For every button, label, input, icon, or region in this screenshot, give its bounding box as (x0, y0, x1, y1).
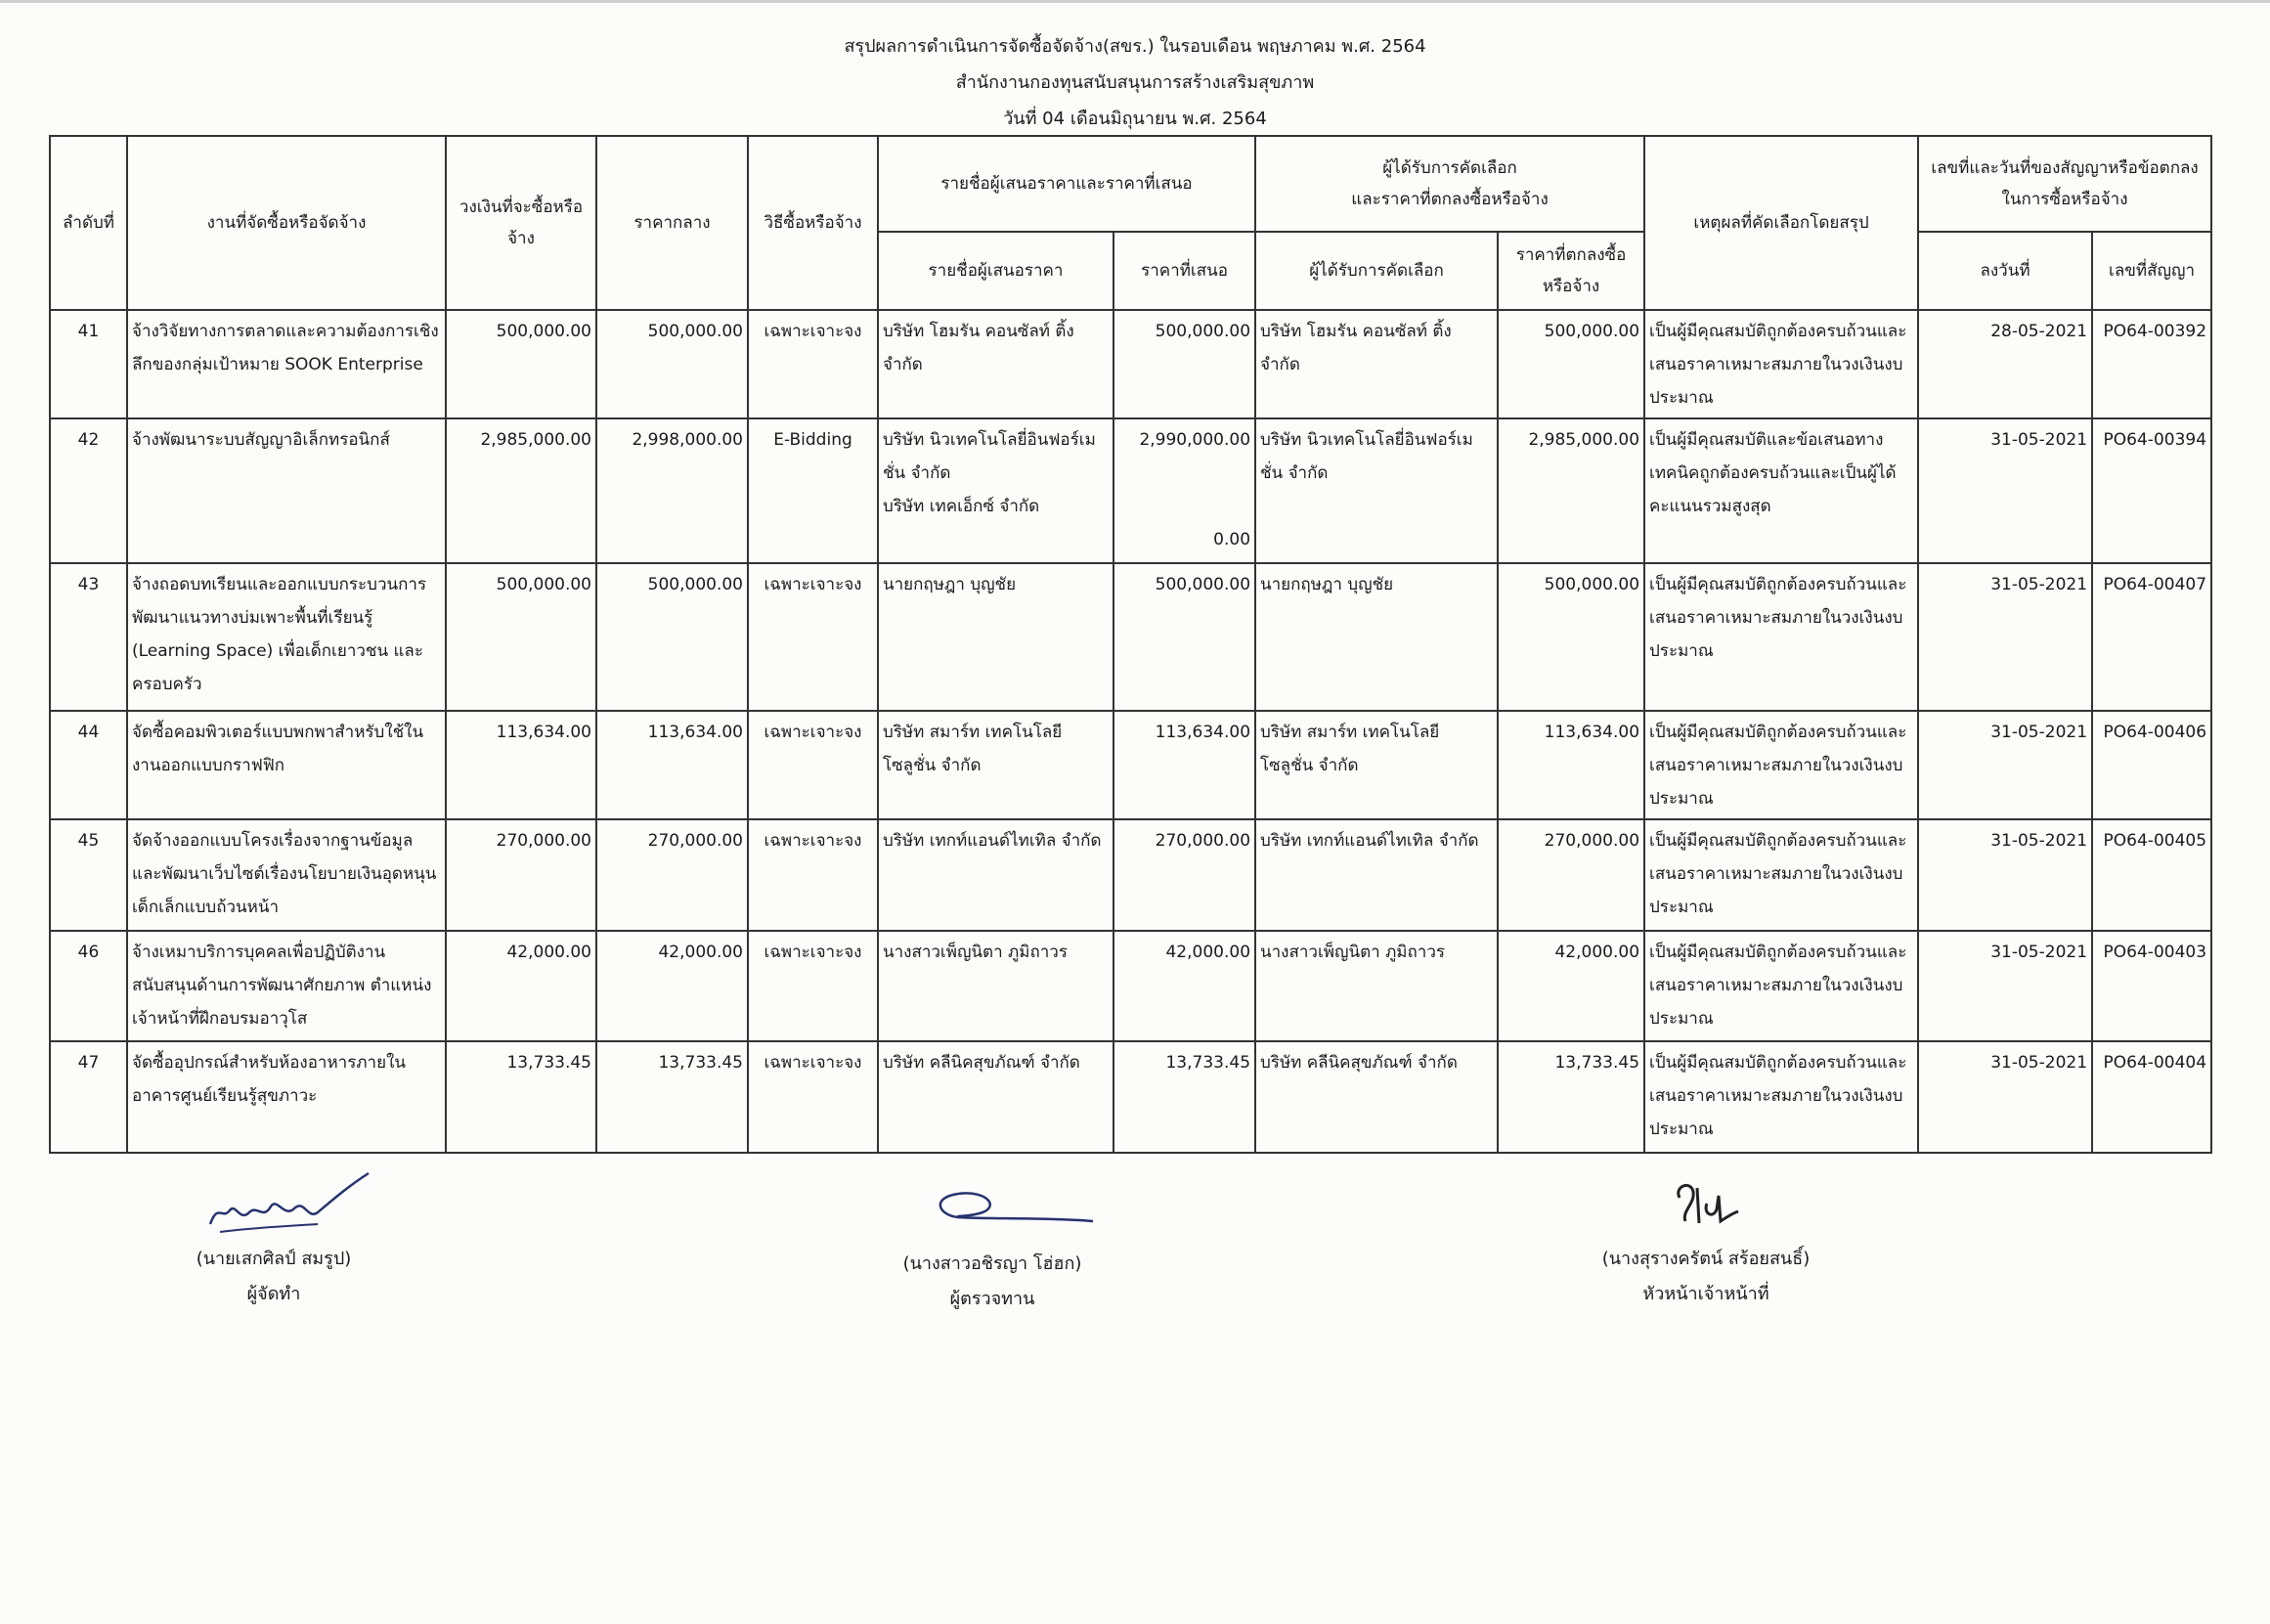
handwritten-signature (870, 1178, 1114, 1247)
table-row (50, 711, 2211, 819)
cell-task: จ้างถอดบทเรียนและออกแบบกระบวนการพัฒนาแนวทางบ่มเพาะพื้นที่เรียนรู้ (Learning Space) เพื่อเด็กเยาวชน และครอบครัว (127, 563, 446, 711)
col-header-median: ราคากลาง (596, 136, 748, 310)
cell-agreed: 13,733.45 (1498, 1041, 1644, 1153)
cell-agreed: 113,634.00 (1498, 711, 1644, 819)
bid-1: 2,990,000.00 (1139, 430, 1251, 450)
signer-name: (นายเสกศิลป์ สมรูป) (196, 1249, 352, 1269)
cell-bid: 13,733.45 (1113, 1041, 1255, 1153)
col-header-method: วิธีซื้อหรือจ้าง (748, 136, 878, 310)
cell-reason: เป็นผู้มีคุณสมบัติถูกต้องครบถ้วนและเสนอราคาเหมาะสมภายในวงเงินงบประมาณ (1644, 563, 1918, 711)
col-group-bidders: รายชื่อผู้เสนอราคาและราคาที่เสนอ (878, 136, 1255, 232)
cell-bid: 42,000.00 (1113, 931, 1255, 1041)
handwritten-signature (161, 1163, 386, 1242)
cell-bid: 500,000.00 (1113, 310, 1255, 418)
cell-contract: PO64-00403 (2092, 931, 2211, 1041)
cell-median: 500,000.00 (596, 310, 748, 418)
col-header-bid-price: ราคาที่เสนอ (1113, 232, 1255, 310)
cell-date: 31-05-2021 (1918, 418, 2092, 563)
cell-winner: บริษัท สมาร์ท เทคโนโลยี โซลูชั่น จำกัด (1255, 711, 1498, 819)
winner-group-line1: ผู้ได้รับการคัดเลือก (1382, 158, 1517, 178)
table-row (50, 819, 2211, 931)
cell-bids (1113, 418, 1255, 563)
cell-agreed: 270,000.00 (1498, 819, 1644, 931)
cell-budget: 2,985,000.00 (446, 418, 596, 563)
table-row (50, 1041, 2211, 1153)
cell-bidder: บริษัท เทกท์แอนด์ไทเทิล จำกัด (878, 819, 1113, 931)
bidder-2: บริษัท เทคเอ็กซ์ จำกัด (883, 497, 1040, 516)
col-header-bidder-name: รายชื่อผู้เสนอราคา (878, 232, 1113, 310)
cell-winner: นายกฤษฎา บุญชัย (1255, 563, 1498, 711)
cell-no: 43 (50, 563, 127, 711)
cell-bidder: บริษัท คลีนิคสุขภัณฑ์ จำกัด (878, 1041, 1113, 1153)
col-header-budget: วงเงินที่จะซื้อหรือจ้าง (446, 136, 596, 310)
cell-budget: 500,000.00 (446, 310, 596, 418)
cell-method: เฉพาะเจาะจง (748, 1041, 878, 1153)
document-date: วันที่ 04 เดือนมิถุนายน พ.ศ. 2564 (1003, 109, 1267, 129)
cell-budget: 13,733.45 (446, 1041, 596, 1153)
cell-winner: บริษัท คลีนิคสุขภัณฑ์ จำกัด (1255, 1041, 1498, 1153)
cell-contract: PO64-00392 (2092, 310, 2211, 418)
cell-contract: PO64-00405 (2092, 819, 2211, 931)
cell-median: 2,998,000.00 (596, 418, 748, 563)
cell-budget: 270,000.00 (446, 819, 596, 931)
cell-reason: เป็นผู้มีคุณสมบัติถูกต้องครบถ้วนและเสนอราคาเหมาะสมภายในวงเงินงบประมาณ (1644, 1041, 1918, 1153)
cell-median: 13,733.45 (596, 1041, 748, 1153)
cell-winner: นางสาวเพ็ญนิตา ภูมิถาวร (1255, 931, 1498, 1041)
cell-winner: บริษัท เทกท์แอนด์ไทเทิล จำกัด (1255, 819, 1498, 931)
cell-bidder: นายกฤษฎา บุญชัย (878, 563, 1113, 711)
col-header-task: งานที่จัดซื้อหรือจัดจ้าง (127, 136, 446, 310)
cell-agreed: 42,000.00 (1498, 931, 1644, 1041)
handwritten-signature (1564, 1168, 1848, 1242)
cell-median: 270,000.00 (596, 819, 748, 931)
cell-agreed: 500,000.00 (1498, 563, 1644, 711)
signer-role: ผู้ตรวจทาน (949, 1289, 1035, 1309)
cell-median: 500,000.00 (596, 563, 748, 711)
cell-task: จ้างวิจัยทางการตลาดและความต้องการเชิงลึกของกลุ่มเป้าหมาย SOOK Enterprise (127, 310, 446, 418)
cell-date: 31-05-2021 (1918, 711, 2092, 819)
cell-reason: เป็นผู้มีคุณสมบัติถูกต้องครบถ้วนและเสนอราคาเหมาะสมภายในวงเงินงบประมาณ (1644, 310, 1918, 418)
cell-no: 46 (50, 931, 127, 1041)
cell-reason: เป็นผู้มีคุณสมบัติและข้อเสนอทางเทคนิคถูกต้องครบถ้วนและเป็นผู้ได้คะแนนรวมสูงสุด (1644, 418, 1918, 563)
cell-bid: 500,000.00 (1113, 563, 1255, 711)
cell-contract: PO64-00406 (2092, 711, 2211, 819)
col-header-winner-name: ผู้ได้รับการคัดเลือก (1255, 232, 1498, 310)
cell-task: จ้างพัฒนาระบบสัญญาอิเล็กทรอนิกส์ (127, 418, 446, 563)
cell-no: 41 (50, 310, 127, 418)
cell-method: เฉพาะเจาะจง (748, 931, 878, 1041)
cell-no: 42 (50, 418, 127, 563)
cell-budget: 500,000.00 (446, 563, 596, 711)
cell-date: 31-05-2021 (1918, 563, 2092, 711)
cell-bidders (878, 418, 1113, 563)
col-group-contract: เลขที่และวันที่ของสัญญาหรือข้อตกลงในการซื้อหรือจ้าง (1918, 136, 2211, 232)
cell-contract: PO64-00407 (2092, 563, 2211, 711)
cell-date: 31-05-2021 (1918, 819, 2092, 931)
cell-date: 31-05-2021 (1918, 931, 2092, 1041)
scan-top-edge (0, 0, 2270, 3)
cell-no: 44 (50, 711, 127, 819)
cell-bidder: บริษัท โฮมรัน คอนซัลท์ ติ้ง จำกัด (878, 310, 1113, 418)
signature-block-head (1564, 1168, 1848, 1312)
signer-name: (นางสาวอชิรญา โฮ่ฮก) (902, 1253, 1082, 1274)
cell-median: 42,000.00 (596, 931, 748, 1041)
cell-method: เฉพาะเจาะจง (748, 310, 878, 418)
cell-no: 47 (50, 1041, 127, 1153)
cell-agreed: 2,985,000.00 (1498, 418, 1644, 563)
document-title: สรุปผลการดำเนินการจัดซื้อจัดจ้าง(สขร.) ในรอบเดือน พฤษภาคม พ.ศ. 2564 (844, 36, 1426, 57)
cell-contract: PO64-00404 (2092, 1041, 2211, 1153)
col-group-winner (1255, 136, 1644, 232)
cell-date: 31-05-2021 (1918, 1041, 2092, 1153)
cell-task: จัดซื้ออุปกรณ์สำหรับห้องอาหารภายในอาคารศูนย์เรียนรู้สุขภาวะ (127, 1041, 446, 1153)
cell-reason: เป็นผู้มีคุณสมบัติถูกต้องครบถ้วนและเสนอราคาเหมาะสมภายในวงเงินงบประมาณ (1644, 931, 1918, 1041)
table-row (50, 931, 2211, 1041)
signer-role: หัวหน้าเจ้าหน้าที่ (1642, 1284, 1769, 1304)
cell-date: 28-05-2021 (1918, 310, 2092, 418)
cell-contract: PO64-00394 (2092, 418, 2211, 563)
cell-task: จัดจ้างออกแบบโครงเรื่องจากฐานข้อมูลและพัฒนาเว็บไซต์เรื่องนโยบายเงินอุดหนุนเด็กเล็กแบบถ้วนหน้า (127, 819, 446, 931)
cell-median: 113,634.00 (596, 711, 748, 819)
cell-reason: เป็นผู้มีคุณสมบัติถูกต้องครบถ้วนและเสนอราคาเหมาะสมภายในวงเงินงบประมาณ (1644, 711, 1918, 819)
cell-bid: 270,000.00 (1113, 819, 1255, 931)
cell-method: E-Bidding (748, 418, 878, 563)
table-row (50, 563, 2211, 711)
signature-block-preparer (161, 1163, 386, 1312)
cell-task: จ้างเหมาบริการบุคคลเพื่อปฏิบัติงานสนับสนุนด้านการพัฒนาศักยภาพ ตำแหน่งเจ้าหน้าที่ฝึกอบรมอาวุโส (127, 931, 446, 1041)
signer-role: ผู้จัดทำ (246, 1284, 301, 1304)
col-header-agreed-price: ราคาที่ตกลงซื้อหรือจ้าง (1498, 232, 1644, 310)
bid-2: 0.00 (1213, 530, 1251, 549)
cell-winner: บริษัท นิวเทคโนโลยี่อินฟอร์เมชั่น จำกัด (1255, 418, 1498, 563)
winner-group-line2: และราคาที่ตกลงซื้อหรือจ้าง (1351, 190, 1549, 209)
signature-block-reviewer (870, 1178, 1114, 1317)
organization-name: สำนักงานกองทุนสนับสนุนการสร้างเสริมสุขภาพ (955, 72, 1315, 93)
bidder-1: บริษัท นิวเทคโนโลยี่อินฟอร์เมชั่น จำกัด (883, 430, 1096, 483)
cell-winner: บริษัท โฮมรัน คอนซัลท์ ติ้ง จำกัด (1255, 310, 1498, 418)
cell-bidder: นางสาวเพ็ญนิตา ภูมิถาวร (878, 931, 1113, 1041)
cell-bidder: บริษัท สมาร์ท เทคโนโลยี โซลูชั่น จำกัด (878, 711, 1113, 819)
table-row (50, 418, 2211, 563)
cell-budget: 113,634.00 (446, 711, 596, 819)
col-header-contract-no: เลขที่สัญญา (2092, 232, 2211, 310)
cell-task: จัดซื้อคอมพิวเตอร์แบบพกพาสำหรับใช้ในงานออกแบบกราฟฟิก (127, 711, 446, 819)
cell-budget: 42,000.00 (446, 931, 596, 1041)
cell-method: เฉพาะเจาะจง (748, 819, 878, 931)
cell-reason: เป็นผู้มีคุณสมบัติถูกต้องครบถ้วนและเสนอราคาเหมาะสมภายในวงเงินงบประมาณ (1644, 819, 1918, 931)
col-header-no: ลำดับที่ (50, 136, 127, 310)
col-header-reason: เหตุผลที่คัดเลือกโดยสรุป (1644, 136, 1918, 310)
procurement-table (49, 135, 2212, 1154)
table-row (50, 310, 2211, 418)
cell-method: เฉพาะเจาะจง (748, 711, 878, 819)
cell-method: เฉพาะเจาะจง (748, 563, 878, 711)
cell-bid: 113,634.00 (1113, 711, 1255, 819)
col-header-date: ลงวันที่ (1918, 232, 2092, 310)
cell-agreed: 500,000.00 (1498, 310, 1644, 418)
signer-name: (นางสุรางครัตน์ สร้อยสนธิ์) (1601, 1249, 1811, 1269)
cell-no: 45 (50, 819, 127, 931)
